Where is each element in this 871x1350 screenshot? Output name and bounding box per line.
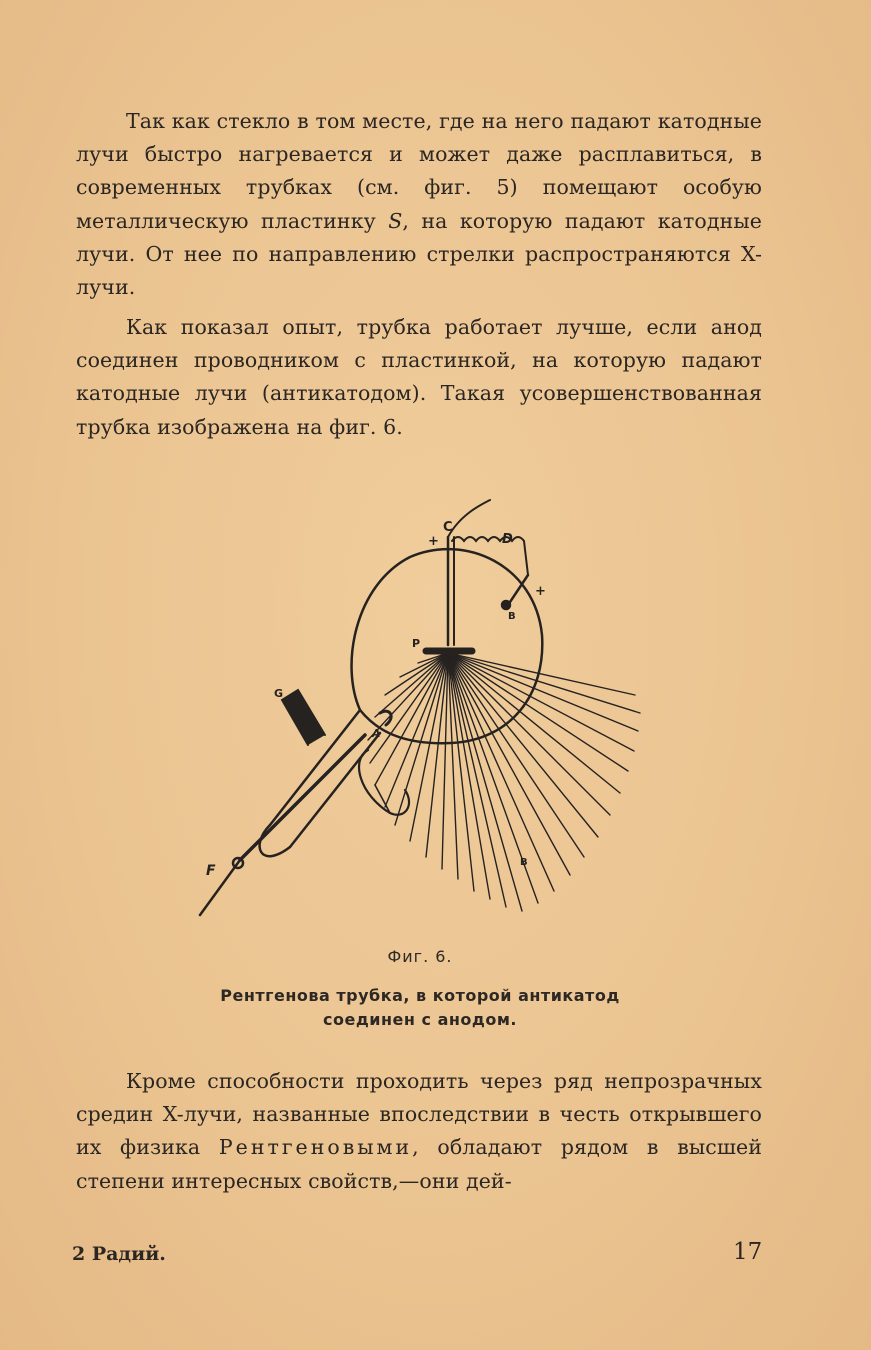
footer-signature: 2 Радий. — [72, 1243, 166, 1265]
coil — [452, 537, 528, 575]
label-plus-right: + — [535, 584, 546, 599]
cathode-cup — [380, 711, 391, 725]
label-b2: B — [520, 857, 528, 868]
roentgen-name: Рентгеновыми — [218, 1135, 413, 1160]
paragraph-1-text-b: , на которую падают катодные лучи. От нее по направлению стрелки распространяются X-лучи. — [76, 208, 762, 300]
paragraph-1-text-a: Так как стекло в том месте, где на него падают катодные лучи быстро нагревается и может даже расплавиться, в современных трубках (см. фиг. 5) помещают особую металлическую пластинку — [76, 109, 762, 233]
label-g: G — [274, 687, 284, 700]
plate-symbol: S — [388, 208, 403, 233]
label-d: D — [502, 532, 513, 547]
paragraph-1 — [76, 105, 762, 304]
page-number: 17 — [733, 1239, 763, 1265]
tube-end — [260, 825, 290, 856]
tube-neck — [270, 710, 380, 847]
label-a: A — [372, 727, 381, 740]
label-plus-top: + — [428, 534, 439, 549]
label-f: F — [206, 863, 216, 879]
figure-label: Фиг. 6. — [387, 947, 453, 966]
paragraph-3-text-b: , обладают рядом в высшей степени интересных свойств,—они дей- — [76, 1135, 762, 1193]
figure-caption: Рентгенова трубка, в которой антикатод соединен с анодом. — [220, 986, 620, 1029]
xray-tube-figure — [190, 495, 660, 925]
paragraph-3-text-a: Кроме способности проходить через ряд непрозрачных средин X-лучи, названные впоследствии в честь открывшего их физика — [76, 1069, 762, 1160]
paragraph-3 — [76, 1065, 762, 1198]
label-p: P — [412, 637, 421, 650]
label-c: C — [443, 520, 453, 535]
side-tube-g — [282, 690, 325, 745]
label-b: B — [508, 611, 516, 622]
paragraph-2: Как показал опыт, трубка работает лучше, если анод соединен проводником с пластинкой, на которую падают катодные лучи (антикатодом). Такая усовершенствованная трубка изображена на фиг. 6. — [76, 315, 762, 439]
rays-group — [368, 653, 640, 911]
